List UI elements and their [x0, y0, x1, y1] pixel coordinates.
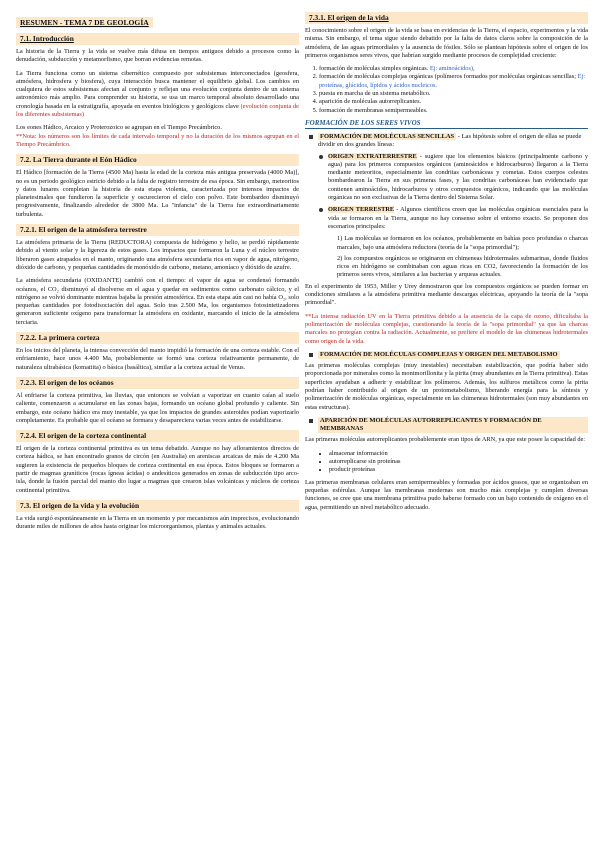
- origen-extraterrestre-item: ORIGEN EXTRATERRESTRE - sugiere que los elementos básicos (principalmente carbono y agua) para los primeros compuestos orgánicos (aminoácidos e hidrocarburos) llegaron a la Tierra mediante meteoritos, especialmente las condritas carbonáceas y cometas. Estos cuerpos celestes bombardearon la Tierra en sus primeras fases, y las condritas carbonáceas han evidenciado que contienen aminoácidos, hidrocarburos y otros compuestos orgánicos, indicando que las moléculas orgánicas no son exclusivas de la Tierra dentro del Sistema Solar.: [319, 153, 588, 203]
- list-item: 2. formación de moléculas complejas orgánicas (polímeros formados por moléculas orgánicas sencillas; Ej: proteínas, glúcidos, lípidos y ácidos nucleicos.: [319, 73, 588, 90]
- arn-capacity-list: [305, 450, 588, 475]
- section-atmosfera-heading: 7.2.1. El origen de la atmósfera terrestre: [16, 224, 299, 236]
- circle-bullet-icon: [319, 208, 323, 212]
- square-bullet-icon: [309, 135, 313, 139]
- section-hadico-heading: 7.2. La Tierra durante el Eón Hádico: [16, 154, 299, 166]
- section-origen-vida-heading: 7.3.1. El origen de la vida: [305, 12, 588, 24]
- oceanos-paragraph: Al enfriarse la corteza primitiva, las lluvias, que entonces se volvían a vaporizar en cuanto caían al suelo caliente, comenzaron a acumularse en las zonas bajas, formando un océano global profundo y caliente. Sin embargo, este océano hádico era muy inestable, ya que los impactos de grandes asteroides podían vaporizarlo completamente. Es probable que el océano se formara y desapareciera varias veces antes de estabilizarse.: [16, 391, 299, 424]
- right-column: [305, 12, 588, 517]
- moleculas-complejas-paragraph: Las primeras moléculas complejas (muy inestables) necesitaban estabilización, que podría haber sido proporcionada por minerales como la montmorillonita y la pirita (muy abundantes en la Tierra primitiva). Estas superficies ayudaban a adherir y estabilizar los polímeros. Además, los sulfuros metálicos como la pirita podrían haber contribuido al origen de un protometabolismo, liberando energía para la síntesis y polimerización de moléculas orgánicas, especialmente en las chimeneas hidrotermales (son muy abundantes en estas estructuras).: [305, 362, 588, 411]
- document-title: RESUMEN - TEMA 7 DE GEOLOGÍA: [16, 17, 153, 28]
- list-item: 4. aparición de moléculas autorreplicantes.: [319, 98, 588, 106]
- left-column: [16, 12, 299, 536]
- list-item: 5. formación de membranas semipermeables.: [319, 107, 588, 115]
- intro-paragraph-3: Los eones Hádico, Arcaico y Proterozoico se agrupan en el Tiempo Precámbrico. **Nota: los números son los límites de cada intervalo temporal y no la duración de los mismos agrupan en el Tiempo Precámbrico.: [16, 124, 299, 148]
- bullet-moleculas-complejas: FORMACIÓN DE MOLÉCULAS COMPLEJAS Y ORIGEN DEL METABOLISMO: [305, 351, 588, 359]
- radiacion-uv-note: **La intensa radiación UV en la Tierra primitiva debido a la ausencia de la capa de ozono, dificultaba la polimerización de moléculas complejas, cuestionando la teoría de la "sopa primordial" ya que las charcas marcales no protegían contra la radiación. Actualmente, se prefiere el modelo de las chimeneas hidrotermales como origen de la vida.: [305, 312, 588, 345]
- square-bullet-icon: [309, 353, 313, 357]
- list-item: 3. puesta en marcha de un sistema metabólico.: [319, 90, 588, 98]
- square-bullet-icon: [309, 419, 313, 423]
- corteza-continental-paragraph: El origen de la corteza continental primitiva es un tema debatido. Aunque no hay afloramientos directos de corteza hádica, se han encontrado granos de circón (en Australia) en areniscas arcaicas de más de 4.200 Ma sugieren la existencia de pequeños bloques de corteza continental en esa época. Estos bloques se formaron a partir de magmas graníticos (rocas ígneas ácidas) o andesíticos generados en zonas de subducción tipo arco-isla, donde la fusión parcial del manto dio lugar a magmas que crearon islas volcánicas y núcleos de corteza continental primitiva.: [16, 445, 299, 494]
- section-corteza-continental-heading: 7.2.4. El origen de la corteza continental: [16, 430, 299, 442]
- origen-terrestre-item: ORIGEN TERRESTRE - Algunos científicos creen que las moléculas orgánicas esenciales para la vida se formaron en la Tierra, aunque no hay consenso sobre el entorno exacto. Se proponen dos escenarios principales:: [319, 206, 588, 231]
- formacion-seres-vivos-heading: FORMACIÓN DE LOS SERES VIVOS: [305, 119, 588, 129]
- complexity-list: [305, 65, 588, 115]
- bullet-autorreplicantes: APARICIÓN DE MOLÉCULAS AUTORREPLICANTES Y FORMACIÓN DE MEMBRANAS: [305, 417, 588, 434]
- vida-evolucion-paragraph: La vida surgió espontáneamente en la Tierra en un momento y por mecanismos aún imprecisos, evolucionando durante miles de millones de años hasta originar los microorganismos, plantas y animales actuales.: [16, 514, 299, 531]
- section-vida-evolucion-heading: 7.3. El origen de la vida y la evolución: [16, 500, 299, 512]
- escenario-1: 1) Las moléculas se formaron en los océanos, probablemente en bahías poco profundas o charcas marcales, bajo una atmósfera reductora (teoría de la "sopa primordial");: [337, 235, 588, 251]
- circle-bullet-icon: [319, 155, 323, 159]
- bullet-moleculas-sencillas: FORMACIÓN DE MOLÉCULAS SENCILLAS - Las hipótesis sobre el origen de ellas se puede dividir en dos grandes líneas:: [305, 133, 588, 150]
- list-item: • almacenar información: [329, 450, 588, 458]
- atmosfera-paragraph-1: La atmósfera primaria de la Tierra (REDUCTORA) compuesta de hidrógeno y helio, se perdió rápidamente debido al viento solar y la ligereza de estos gases. Los impactos que formaron la Luna y el núcleo terrestre liberaron gases atrapados en el manto, originando una atmósfera secundaria rica en vapor de agua, nitrógeno, dióxido de carbono, y pequeñas cantidades de monóxido de carbono, metano, amoníaco y dióxido de azufre.: [16, 239, 299, 271]
- section-oceanos-heading: 7.2.3. El origen de los océanos: [16, 377, 299, 389]
- list-item: • autorreplicarse sin proteínas: [329, 458, 588, 466]
- list-item: 1. formación de moléculas simples orgánicas. Ej: aminoácidos),: [319, 65, 588, 73]
- arn-paragraph: Las primeras moléculas autorreplicantes probablemente eran tipos de ARN, ya que este posee la capacidad de:: [305, 436, 586, 444]
- membranas-paragraph: Las primeras membranas celulares eran semipermeables y formadas por ácidos grasos, que se organizaban en pequeñas esférulas. Aunque las membranas modernas son mucho más complejas y cumplen diversas funciones, se cree que una membrana primitiva pudo haberse formado con un bajo contenido de oxígeno en el agua, permitiendo un nivel metabólico adecuado.: [305, 478, 588, 511]
- intro-paragraph-2: La Tierra funciona como un sistema cibernético compuesto por subsistemas interconectados (geosfera, atmósfera, hidrosfera y biosfera), cuya interacción busca mantener el equilibrio global. Los cambios en cualquiera de estos subsistemas afectan al conjunto y reflejan una evolución conjunta dentro de un sistema astronómico más amplio. Para comprender su historia, se usa un marco temporal absoluto desarrollado una cronología basada en la estratigrafía, apoyada en eventos biológicos y geológicos clave (evolución conjunta de los diferentes subsistemas): [16, 69, 299, 119]
- atmosfera-paragraph-2: La atmósfera secundaria (OXIDANTE) cambió con el tiempo: el vapor de agua se condensó formando océanos, el CO₂ disminuyó al disolverse en el agua y quedar en sedimentos como carbonato cálcico, y el nitrógeno se volvió dominante mientras bajaba la presión atmosférica. En esta etapa aún casi no había O₂, solo pequeñas cantidades por fotodisociación del agua. Solo tras 2.500 Ma, los organismos fotosintetizadores generaron suficiente oxígeno para transformar la atmósfera en oxidante, marcando el inicio de la atmósfera terciaria.: [16, 277, 299, 326]
- escenario-2: 2) los compuestos orgánicos se originaron en chimeneas hidrotermales submarinas, donde fluidos ricos en hidrógeno se combinaban con aguas ricas en CO2, favoreciendo la formación de los primeros seres vivos, similares a las bacterias y arqueas actuales.: [337, 254, 588, 279]
- section-corteza-heading: 7.2.2. La primera corteza: [16, 332, 299, 344]
- miller-urey-paragraph: En el experimento de 1953, Miller y Urey demostraron que los compuestos orgánicos se pueden formar en condiciones similares a la atmósfera primitiva mediante descargas eléctricas, apoyando la teoría de la "sopa primordial".: [305, 282, 588, 307]
- intro-paragraph-1: La historia de la Tierra y la vida se vuelve más difusa en tiempos antiguos debido a procesos como la denudación, subducción y metamorfismo, que borran evidencias remotas.: [16, 48, 299, 64]
- section-introduccion-heading: 7.1. Introducción: [16, 33, 299, 45]
- corteza-paragraph: En los inicios del planeta, la intensa convección del manto impidió la formación de una corteza estable. Con el enfriamiento, hace unos 4.400 Ma, probablemente se formó una corteza relativamente permanente, de naturaleza ultrabásica (komatiita) o básica (basáltica), similar a la corteza actual de Venus.: [16, 347, 299, 371]
- origen-vida-paragraph: El conocimiento sobre el origen de la vida se basa en evidencias de la Tierra, el espacio, experimentos y la vida misma. Sin embargo, el tema sigue siendo debatido por la falta de datos claros sobre la composición de la atmósfera, de las aguas primordiales y la ausencia de fósiles. Sólo se plantean hipótesis sobre el origen de los primeros organismos seres vivos, que habrían surgido mediante procesos de complejidad creciente:: [305, 27, 588, 59]
- hadico-paragraph: El Hádico [formación de la Tierra (4500 Ma) hasta la edad de la corteza más antigua preservada (4000 Ma)], no es un periodo geológico estricto debido a la falta de registro terrestre de esa época. Sin embargo, meteoritos y datos lunares completan la historia de esta etapa violenta, caracterizada por intensos impactos de planetesimales que fundieron la superficie y oscurecieron el cielo con polvo. Este bombardeo disminuyó progresivamente, finalizando alrededor de 3800 Ma. La "infancia" de la Tierra fue extraordinariamente turbulenta.: [16, 169, 299, 218]
- list-item: • producir proteínas: [329, 466, 588, 474]
